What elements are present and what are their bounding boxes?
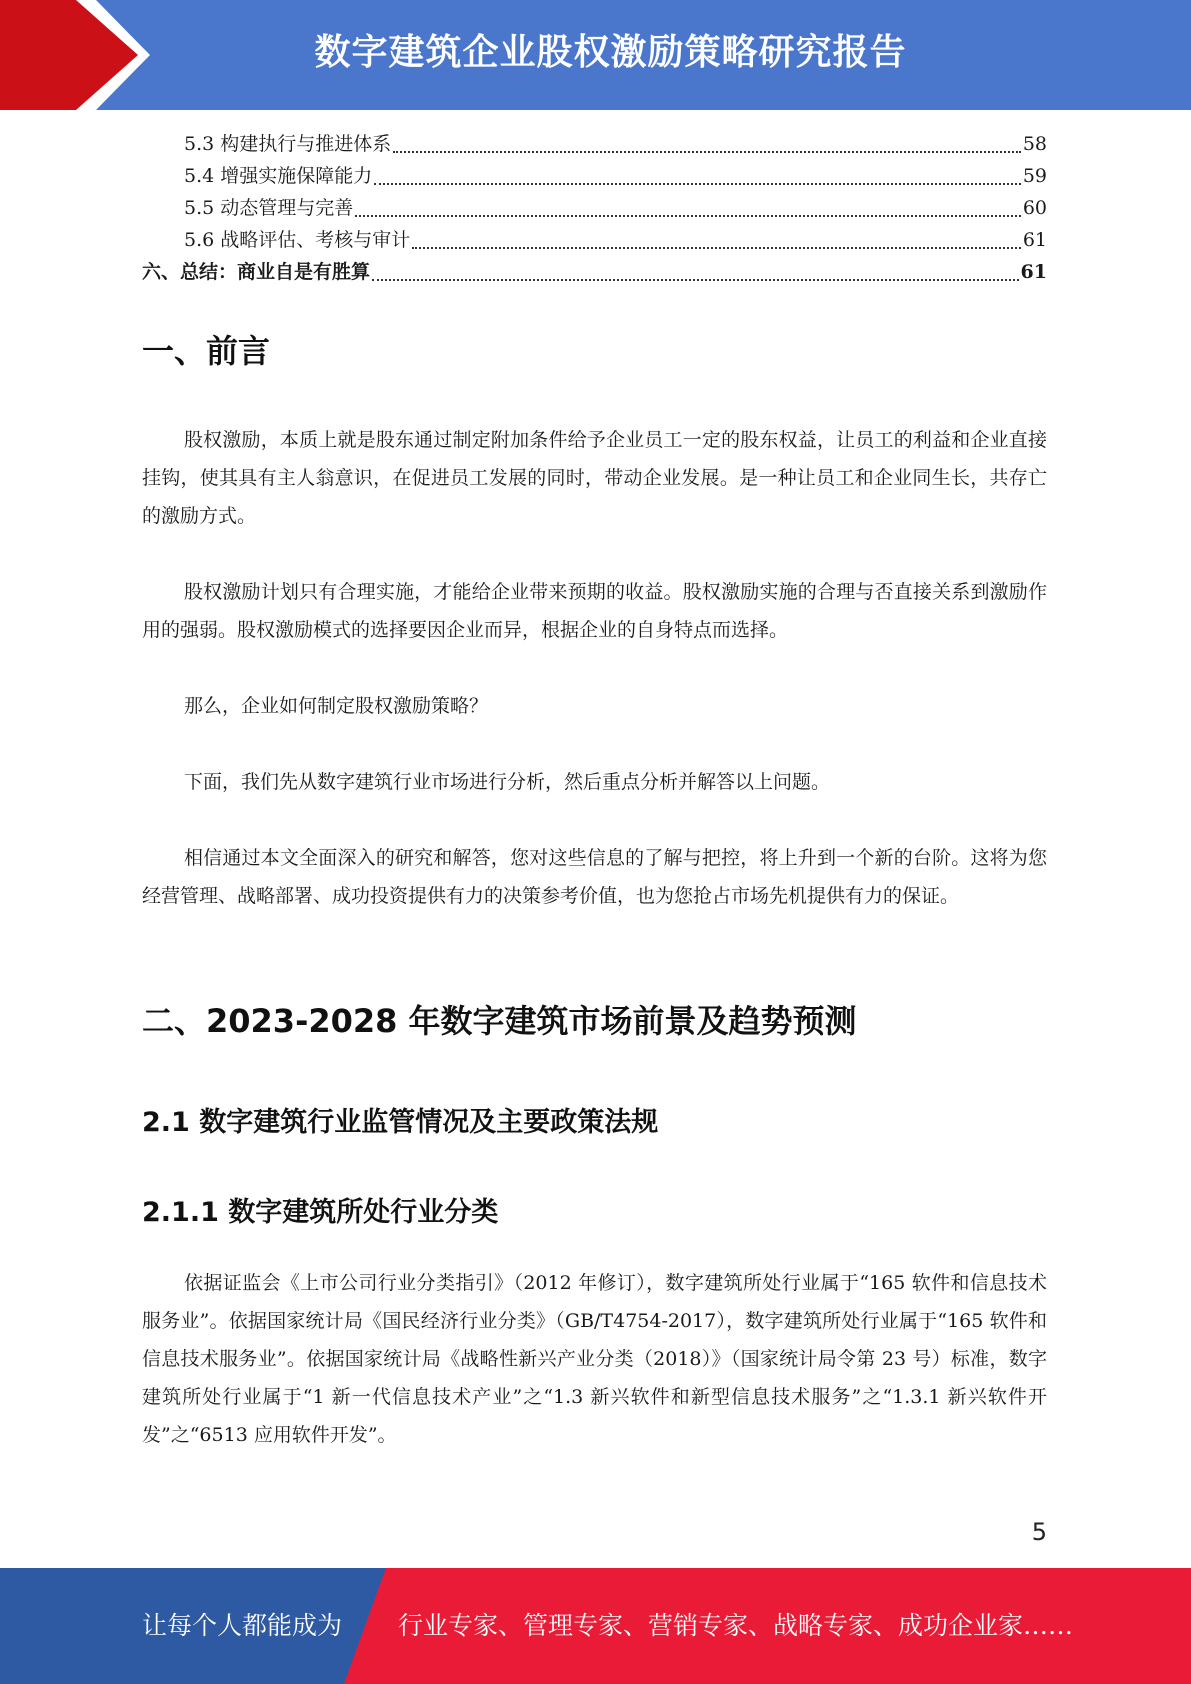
toc-entry[interactable] [142,128,1047,160]
paragraph: 下面，我们先从数字建筑行业市场进行分析，然后重点分析并解答以上问题。 [184,771,831,793]
toc-entry-page: 60 [1022,197,1047,219]
toc-entry-label: 5.5 动态管理与完善 [184,197,354,219]
section-heading-preface: 一、前言 [142,332,271,370]
toc-leader-dots [355,215,1021,217]
toc-entry-label: 5.6 战略评估、考核与审计 [184,229,411,251]
subsection-heading-classification: 2.1.1 数字建筑所处行业分类 [142,1197,499,1228]
toc-entry-page: 61 [1022,229,1047,251]
toc-entry[interactable] [142,224,1047,256]
subsection-heading-regulation: 2.1 数字建筑行业监管情况及主要政策法规 [142,1107,659,1138]
toc-entry-label: 5.4 增强实施保障能力 [184,165,373,187]
paragraph: 相信通过本文全面深入的研究和解答，您对这些信息的了解与把控，将上升到一个新的台阶。这将为您经营管理、战略部署、成功投资提供有力的决策参考价值，也为您抢占市场先机提供有力的保证。 [142,847,1047,907]
toc-leader-dots [412,247,1021,249]
page-number: 5 [1031,1518,1047,1546]
toc-entry-label: 六、总结：商业自是有胜算 [142,261,371,283]
section-heading-market-outlook: 二、2023-2028 年数字建筑市场前景及趋势预测 [142,1002,857,1040]
paragraph: 股权激励，本质上就是股东通过制定附加条件给予企业员工一定的股东权益，让员工的利益和企业直接挂钩，使其具有主人翁意识，在促进员工发展的同时，带动企业发展。是一种让员工和企业同生长，共存亡的激励方式。 [142,429,1047,527]
toc-leader-dots [374,183,1021,185]
page-footer [0,1568,1191,1684]
toc-entry[interactable] [142,160,1047,192]
toc-entry[interactable] [142,192,1047,224]
toc-entry-page: 61 [1020,261,1047,283]
paragraph: 依据证监会《上市公司行业分类指引》（2012 年修订），数字建筑所处行业属于“165 软件和信息技术服务业”。依据国家统计局《国民经济行业分类》（GB/T4754-2017），数字建筑所处行业属于“165 软件和信息技术服务业”。依据国家统计局《战略性新兴产业分类（2018）》（国家统计局令第 23 号）标准，数字建筑所处行业属于“1 新一代信息技术产业”之“1.3 新兴软件和新型信息技术服务”之“1.3.1 新兴软件开发”之“6513 应用软件开发”。 [142,1272,1047,1446]
toc-entry-label: 5.3 构建执行与推进体系 [184,133,392,155]
toc-entry-page: 59 [1022,165,1047,187]
footer-slogan-left: 让每个人都能成为 [142,1611,343,1640]
table-of-contents [142,128,1047,288]
toc-leader-dots [372,279,1019,281]
report-title: 数字建筑企业股权激励策略研究报告 [314,32,907,73]
toc-entry[interactable] [142,256,1047,288]
footer-slogan-right: 行业专家、管理专家、营销专家、战略专家、成功企业家…… [398,1611,1074,1640]
page-header [0,0,1191,110]
toc-entry-page: 58 [1022,133,1047,155]
paragraph: 那么，企业如何制定股权激励策略？ [184,695,489,717]
toc-leader-dots [393,151,1021,153]
paragraph: 股权激励计划只有合理实施，才能给企业带来预期的收益。股权激励实施的合理与否直接关系到激励作用的强弱。股权激励模式的选择要因企业而异，根据企业的自身特点而选择。 [142,581,1047,641]
